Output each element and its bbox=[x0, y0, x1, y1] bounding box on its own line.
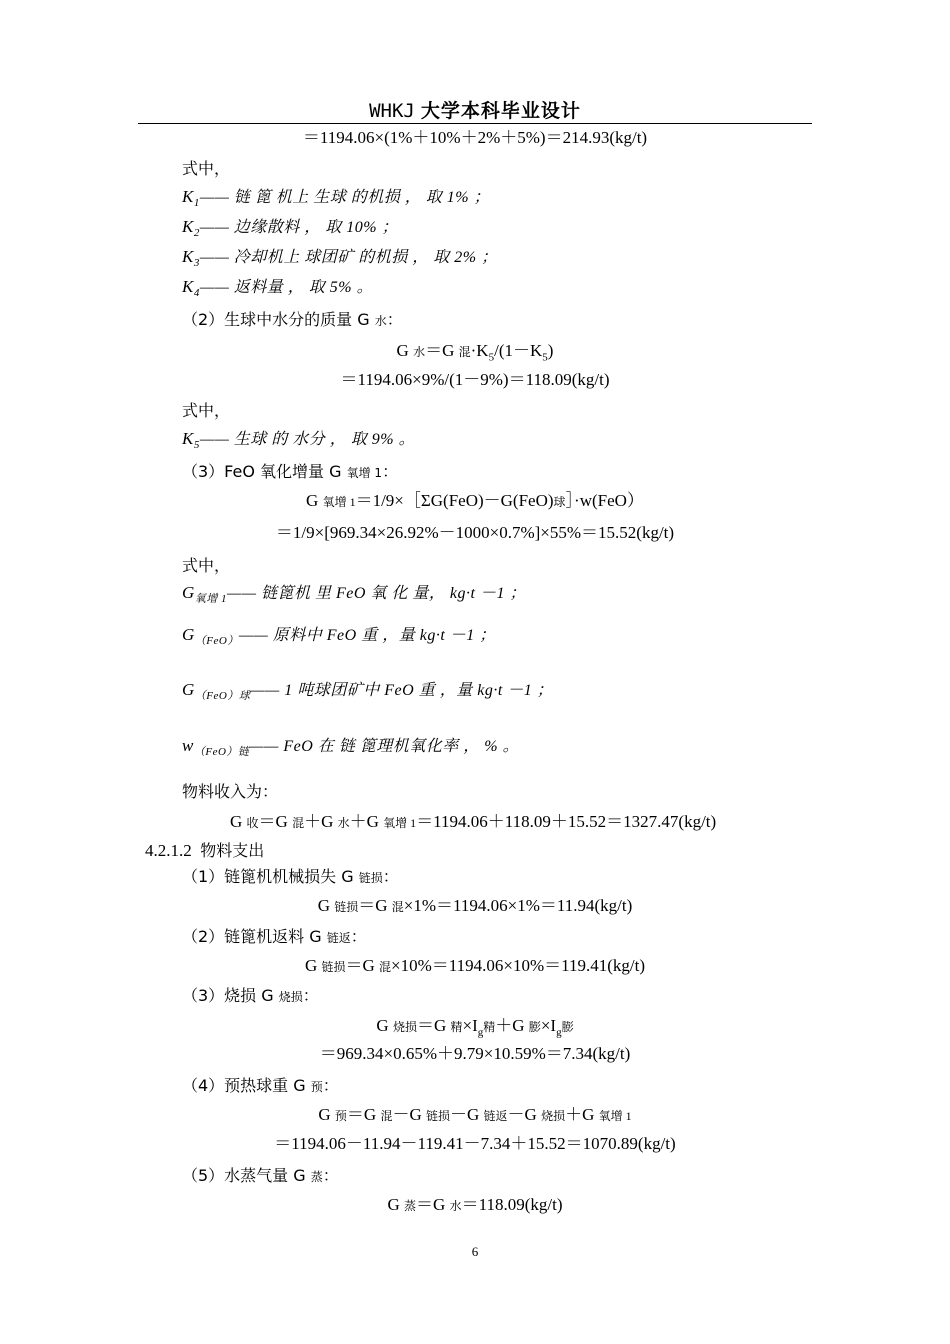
header-title: 大学本科毕业设计 bbox=[420, 100, 581, 122]
formula-line: ＝1194.06－11.94－119.41－7.34＋15.52＝1070.89(kg/t) bbox=[274, 1134, 676, 1153]
item-line: （3）烧损 G 烧损： bbox=[182, 986, 319, 1005]
item-line: （2）生球中水分的质量 G 水： bbox=[182, 310, 403, 329]
formula-line: ＝1/9×[969.34×26.92%－1000×0.7%]×55%＝15.52(kg/t) bbox=[275, 523, 675, 542]
formula-line: ＝1194.06×9%/(1－9%)＝118.09(kg/t) bbox=[340, 370, 610, 389]
item-line: （4）预热球重 G 预： bbox=[182, 1076, 339, 1095]
definition-w-feo: $w_{(FeO)链}——$ FeO 在 链 篦理机氧化率 ， % 。 bbox=[182, 736, 520, 758]
formula-line: G 烧损＝G 精$\times I_g$精＋G 膨$\times I_g$膨 bbox=[376, 1016, 574, 1039]
definition-g-ox: $G_{氧增 1}——$ 链篦机 里 FeO 氧 化 量， kg·t －1 ； bbox=[182, 583, 526, 605]
formula-line: ＝969.34×0.65%＋9.79×10.59%＝7.34(kg/t) bbox=[319, 1044, 631, 1063]
item-line: （5）水蒸气量 G 蒸： bbox=[182, 1166, 339, 1185]
formula-line: G 水＝G 混$\cdot K_5/(1-K_5)$ bbox=[396, 341, 554, 364]
text-line: 式中， bbox=[182, 556, 231, 575]
formula-line: G 预＝G 混－G 链损－G 链返－G 烧损＋G 氧增 1 bbox=[318, 1105, 632, 1124]
formula-line: G 氧增 1＝1/9×［ΣG(FeO)－G(FeO)球］·w(FeO） bbox=[306, 491, 644, 510]
formula-line: G 蒸＝G 水＝118.09(kg/t) bbox=[387, 1195, 563, 1214]
page-number: 6 bbox=[471, 1244, 479, 1259]
formula-line: G 链损＝G 混×10%＝1194.06×10%＝119.41(kg/t) bbox=[304, 956, 646, 975]
definition-g-feo-ball: $G_{(FeO)球}——$ 1 吨球团矿中 FeO 重 ，量 kg·t －1 ； bbox=[182, 680, 554, 702]
header-latin: WHKJ bbox=[369, 100, 415, 122]
section-heading: 4.2.1.2 物料支出 bbox=[145, 841, 265, 860]
page-header bbox=[0, 96, 950, 123]
item-line: （2）链篦机返料 G 链返： bbox=[182, 927, 367, 946]
definition-k4: $K_4——$ 返料量 ， 取 5% 。 bbox=[182, 277, 374, 299]
formula-line: G 收＝G 混＋G 水＋G 氧增 1＝1194.06＋118.09＋15.52＝1327.47(kg/t) bbox=[230, 812, 717, 831]
definition-g-feo: $G_{(FeO)}——$ 原料中 FeO 重 ，量 kg·t －1 ； bbox=[182, 625, 496, 647]
text-line: 式中， bbox=[182, 401, 231, 420]
formula-line: ＝1194.06×(1%＋10%＋2%＋5%)＝214.93(kg/t) bbox=[302, 128, 648, 147]
definition-k5: $K_5——$ 生球 的 水分 ， 取 9% 。 bbox=[182, 429, 416, 451]
item-line: （3）FeO 氧化增量 G 氧增 1： bbox=[182, 462, 399, 481]
formula-line: G 链损＝G 混×1%＝1194.06×1%＝11.94(kg/t) bbox=[317, 896, 633, 915]
definition-k1: $K_1——$ 链 篦 机上 生球 的机损 ， 取 1% ； bbox=[182, 187, 491, 209]
definition-k3: $K_3——$ 冷却机上 球团矿 的机损 ， 取 2% ； bbox=[182, 247, 498, 269]
text-line: 物料收入为： bbox=[182, 782, 279, 801]
header-rule bbox=[138, 123, 812, 124]
text-line: 式中， bbox=[182, 159, 231, 178]
item-line: （1）链篦机机械损失 G 链损： bbox=[182, 867, 399, 886]
definition-k2: $K_2——$ 边缘散料 ， 取 10% ； bbox=[182, 217, 399, 239]
